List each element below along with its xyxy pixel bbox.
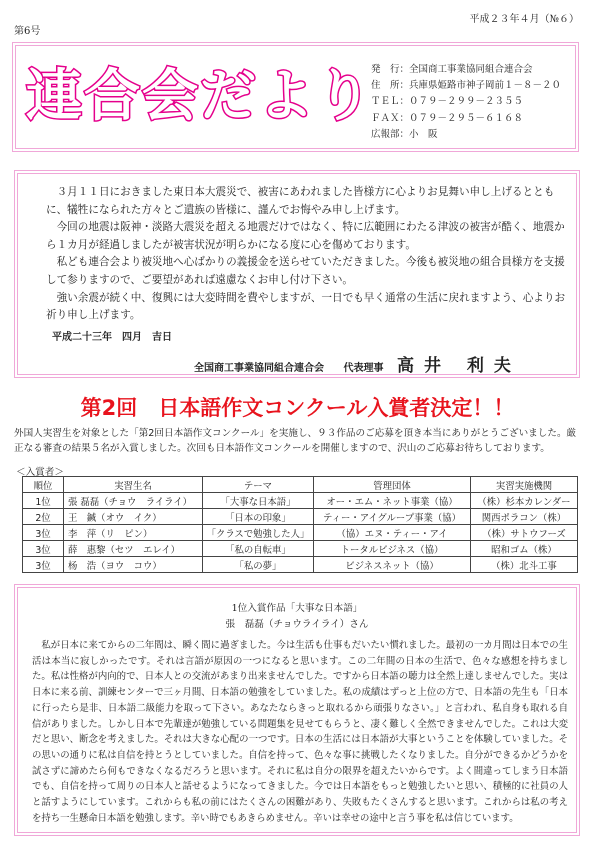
organization-cell: トータルビジネス（協） — [314, 541, 471, 557]
table-row — [23, 493, 578, 509]
company-cell: （株）北斗工事 — [471, 557, 578, 573]
publisher-info — [371, 62, 561, 143]
rank-cell: 3位 — [23, 541, 64, 557]
theme-cell: 「日本の印象」 — [203, 509, 314, 525]
issue-number: 第6号 — [14, 26, 41, 37]
organization-cell: ビジネスネット（協） — [314, 557, 471, 573]
representative-name: 高井 利夫 — [396, 356, 521, 376]
message-paragraph: ３月１１日におきました東日本大震災で、被害にあわれました皆様方に心よりお見舞い申し上げるとともに、犠牲になられた方々とご遺族の皆様に、謹んでお悔やみ申し上げます。 — [46, 186, 555, 216]
column-header: 順位 — [23, 477, 64, 493]
address: 兵庫県姫路市神子岡前１－８－２０ — [409, 80, 562, 92]
theme-cell: 「クラスで勉強した人」 — [203, 525, 314, 541]
trainee-cell: 張 磊磊（チョウ ライライ） — [64, 493, 203, 509]
trainee-cell: 薛 惠黎（セツ エレイ） — [64, 541, 203, 557]
newsletter-title: 連合会だより — [26, 64, 374, 129]
company-cell: （株）杉本カレンダー — [471, 493, 578, 509]
essay-body: 私が日本に来てからの二年間は、瞬く間に過ぎました。今は生活も仕事もだいたい慣れました。最初の一カ月間は日本での生活は本当に寂しかったです。それは言語が原因の一つになると思います。この二年間の日本の生活で、色々な感想を持ちました。私は性格が内向的で、日本人との交流があまり出来ませんでした。ですから日本語の聴力は全然上達しませんでした。実は日本に来る前、訓練センターで三ヶ月間、日本語の勉強をしていました。私の成績はずっと上位の方で、日本語の先生も「日本に行ったら是非、日本語二級能力を取って下さい。あなたならきっと取れるから頑張りなさい。」と言われ、私自身も取れる自信がありました。しかし日本で先輩達が勉強している問題集を見せてもらうと、凄く難しく全然できませんでした。これは大変だと思い、断念を考えました。それは大きな心配の一つです。日本の生活には日本語が大事ということを体験していました。その思いの通りに私は自信を持とうとしていました。自信を持って、色々な事に挑戦したくなりました。自分ができるかどうかを試さずに諦めたら何もできなくなるだろうと思います。それに私は自分の限界を超えたいからです。よく間違ってしまう日本語でも、自信を持って周りの日本人と話せるようになってきました。今では日本語をもっと勉強したいと思い、積極的に社員の人と話すようにしています。これからも私の前にはたくさんの困難があり、失敗もたくさんすると思います。これからは私の考えを持ち一生懸命日本語を勉強します。辛い時でもあきらめません。辛いは幸せの途中と言う事を私は信じています。 — [32, 640, 568, 824]
message-signature — [194, 351, 521, 376]
masthead — [12, 42, 579, 152]
representative-title: 代表理事 — [343, 363, 384, 374]
fax: ０７９－２９５－６１６８ — [409, 112, 524, 124]
theme-cell: 「私の自転車」 — [203, 541, 314, 557]
issue-date: 平成２３年４月（№６） — [469, 14, 579, 25]
organization-cell: （協）エヌ・ティー・アイ — [314, 525, 471, 541]
column-header: テーマ — [203, 477, 314, 493]
table-header-row — [23, 477, 578, 493]
message-paragraph: 今回の地震は阪神・淡路大震災を超える地震だけではなく、特に広範囲にわたる津波の被害が酷く、地震から１カ月が経過しましたが被害状況が明らかになる度に心を傷めております。 — [46, 221, 565, 251]
tel: ０７９－２９９－２３５５ — [409, 96, 524, 108]
essay-author: 張 磊磊（チョウライライ）さん — [225, 619, 369, 630]
contest-intro: 外国人実習生を対象とした「第2回日本語作文コンクール」を実施し、９３作品のご応募を頂き本当にありがとうございました。厳正なる審査の結果５名が入賞しました。次回も日本語作文コンクールを開催しますので、沢山のご応募お待ちしております。 — [14, 428, 577, 454]
awards-label: ＜入賞者＞ — [16, 467, 64, 478]
address-label: 住 所： — [371, 80, 410, 92]
rank-cell: 1位 — [23, 493, 64, 509]
company-cell: 関西ポラコン（株） — [471, 509, 578, 525]
message-paragraph: 私ども連合会より被災地へ心ばかりの義援金を送らせていただきました。今後も被災地の組合員様方を支援して参りますので、ご要望があれば遠慮なくお申し付け下さい。 — [46, 256, 565, 286]
trainee-cell: 王 鍼（オウ イク） — [64, 509, 203, 525]
theme-cell: 「私の夢」 — [203, 557, 314, 573]
message-body — [46, 184, 566, 325]
theme-cell: 「大事な日本語」 — [203, 493, 314, 509]
trainee-cell: 李 萍（リ ピン） — [64, 525, 203, 541]
column-header: 管理団体 — [314, 477, 471, 493]
column-header: 実習生名 — [64, 477, 203, 493]
company-cell: 昭和ゴム（株） — [471, 541, 578, 557]
contest-headline: 第2回 日本語作文コンクール入賞者決定！！ — [80, 396, 515, 420]
organization-name: 全国商工事業協同組合連合会 — [194, 363, 324, 374]
condolence-message — [14, 170, 580, 378]
fax-label: ＦＡＸ： — [371, 112, 410, 124]
rank-cell: 3位 — [23, 525, 64, 541]
table-row — [23, 525, 578, 541]
pr-label: 広報部： — [371, 128, 410, 140]
essay-title: 1位入賞作品「大事な日本語」 — [231, 603, 363, 614]
winning-essay — [14, 584, 580, 836]
rank-cell: 2位 — [23, 509, 64, 525]
trainee-cell: 杨 浩（ヨウ コウ） — [64, 557, 203, 573]
company-cell: （株）サトウフーズ — [471, 525, 578, 541]
publisher: 全国商工事業協同組合連合会 — [409, 64, 533, 75]
organization-cell: オー・エム・ネット事業（協） — [314, 493, 471, 509]
pr-contact: 小 阪 — [409, 128, 438, 140]
table-row — [23, 557, 578, 573]
table-row — [23, 509, 578, 525]
column-header: 実習実施機関 — [471, 477, 578, 493]
publisher-label: 発 行： — [371, 64, 410, 75]
organization-cell: ティー・アイグループ事業（協） — [314, 509, 471, 525]
table-row — [23, 541, 578, 557]
message-date: 平成二十三年 四月 吉日 — [52, 332, 172, 343]
tel-label: ＴＥＬ： — [371, 96, 410, 108]
rank-cell: 3位 — [23, 557, 64, 573]
message-paragraph: 強い余震が続く中、復興には大変時間を費やしますが、一日でも早く通常の生活に戻れますよう、心よりお祈り申し上げます。 — [46, 291, 566, 322]
awards-table — [22, 476, 578, 573]
